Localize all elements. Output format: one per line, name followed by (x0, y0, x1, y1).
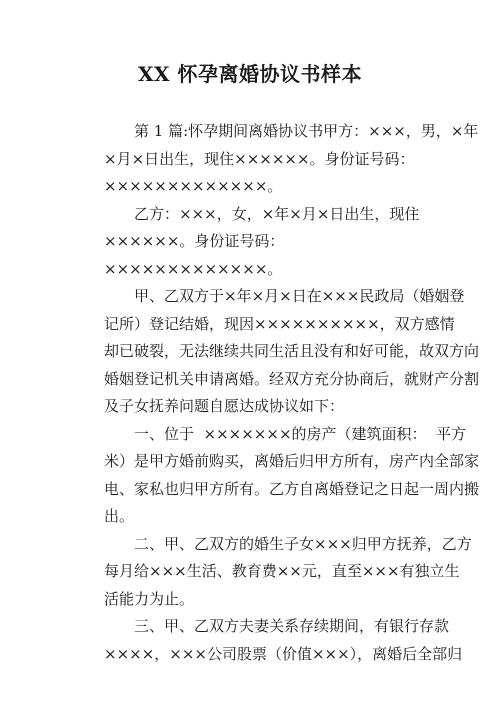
paragraph-marriage (104, 283, 480, 421)
text-line: 却已破裂，无法继续共同生活且没有和好可能，故双方向 (104, 342, 480, 360)
text-line: 活能力为止。 (104, 589, 195, 608)
text-line: 每月给×××生活、教育费××元，直至×××有独立生 (104, 562, 460, 580)
paragraph-party-a (104, 118, 479, 201)
text-line: ××××××。身份证号码： (104, 232, 285, 250)
text-line: 第 1 篇:怀孕期间离婚协议书甲方：×××，男，×年 (134, 122, 479, 140)
text-line: ×××××××××××××。 (104, 177, 283, 195)
text-line: 二、甲、乙双方的婚生子女×××归甲方抚养，乙方 (134, 534, 472, 553)
text-line: ×××××××××××××。 (104, 259, 283, 278)
text-line: 一、位于 ×××××××的房产（建筑面积： 平方 (134, 424, 467, 443)
paragraph-clause-2 (104, 531, 472, 614)
text-line: ××××，×××公司股票（价值×××），离婚后全部归 (104, 644, 463, 663)
text-line: 电、家私也归甲方所有。乙方自离婚登记之日起一周内搬 (104, 479, 480, 498)
text-line: 米）是甲方婚前购买，离婚后归甲方所有，房产内全部家 (104, 452, 480, 470)
text-line: 婚姻登记机关申请离婚。经双方充分协商后，就财产分割 (104, 369, 480, 388)
text-line: 记所）登记结婚，现因××××××××××，双方感情 (104, 314, 455, 333)
document-body (104, 118, 480, 668)
text-line: 出。 (104, 507, 135, 525)
text-line: 甲、乙双方于×年×月×日在×××民政局（婚姻登 (134, 287, 465, 305)
paragraph-party-b (104, 201, 420, 284)
text-line: 乙方：×××，女，×年×月×日出生，现住 (134, 204, 420, 223)
document-title: XX 怀孕离婚协议书样本 (138, 62, 362, 86)
text-line: 及子女抚养问题自愿达成协议如下： (104, 397, 345, 415)
paragraph-clause-1 (104, 421, 480, 531)
paragraph-clause-3 (104, 613, 463, 668)
text-line: ×月×日出生，现住××××××。身份证号码： (104, 149, 415, 168)
text-line: 三、甲、乙双方夫妻关系存续期间，有银行存款 (134, 617, 450, 635)
